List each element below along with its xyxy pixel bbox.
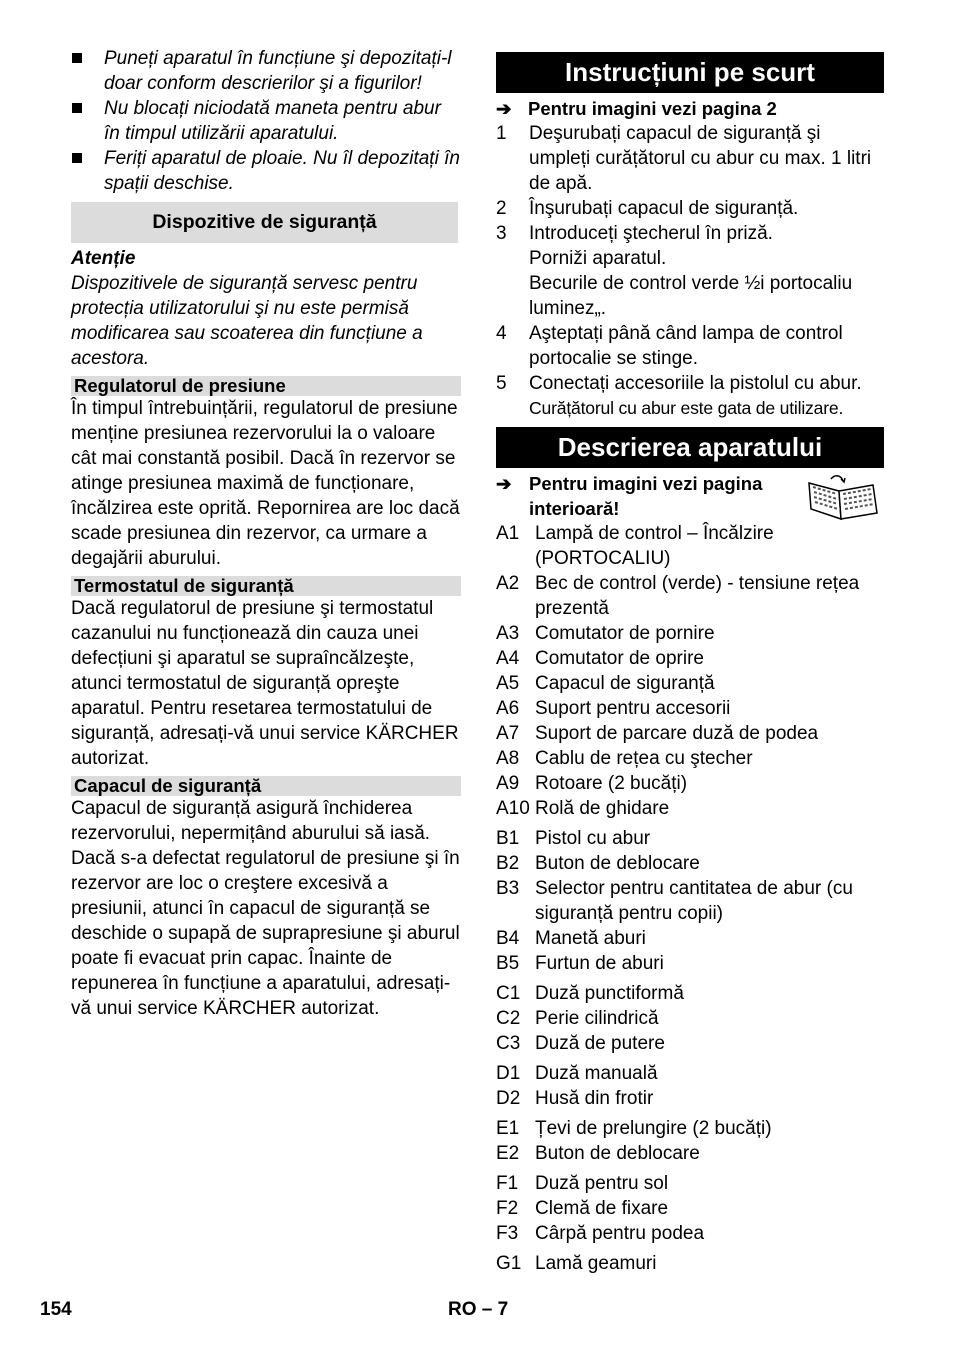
part-item [496,721,884,746]
part-code: A1 [496,523,520,544]
part-text: Husă din frotir [535,1088,654,1109]
step-number: 1 [496,123,507,144]
part-item [496,1006,884,1031]
part-text: Manetă aburi [535,928,646,949]
part-code: B1 [496,828,520,849]
part-item [496,796,884,821]
step-number: 5 [496,373,507,394]
bullet-text: Puneți aparatul în funcțiune şi depozitați-l doar conform descrierilor şi a figurilor! [104,48,452,94]
part-code: A7 [496,723,520,744]
part-text: Lamă geamuri [535,1253,657,1274]
part-text: Rolă de ghidare [535,798,670,819]
parts-group-c [496,981,884,1056]
part-item [496,1141,884,1166]
quick-note-text: Pentru imagini vezi pagina 2 [528,98,777,119]
parts-group-b [496,826,884,976]
square-bullet-icon [72,153,82,163]
part-code: F3 [496,1223,519,1244]
step-item [496,371,884,421]
safety-cap-text: Capacul de siguranță asigură închiderea rezervorului, nepermițând aburului să iasă. Dacă s-a defectat regulatorul de presiune şi în rezervor are loc o creştere excesivă a presiunii, atunci în capacul de siguranță se deschide o supapă de suprapresiune şi aburul poate fi evacuat prin capac. Înainte de repunerea în funcțiune a aparatului, adresați-vă unui service KÄRCHER autorizat. [71,798,460,1019]
part-code: A9 [496,773,520,794]
part-text: Comutator de oprire [535,648,704,669]
part-item [496,1221,884,1246]
part-code: C3 [496,1033,521,1054]
part-item [496,951,884,976]
part-text: Țevi de prelungire (2 bucăți) [535,1118,772,1139]
parts-group-g [496,1251,884,1276]
part-code: F2 [496,1198,519,1219]
part-text: Selector pentru cantitatea de abur (cu siguranță pentru copii) [535,878,853,924]
part-code: D1 [496,1063,521,1084]
part-item [496,521,884,571]
part-item [496,876,884,926]
part-item [496,1171,884,1196]
quick-instructions-heading: Instrucțiuni pe scurt [496,52,884,93]
step-extra-text: Becurile de control verde ½i portocaliu luminez„. [529,273,853,319]
part-text: Suport de parcare duză de podea [535,723,819,744]
safety-thermostat-heading: Termostatul de siguranță [71,576,461,596]
part-item [496,746,884,771]
pressure-regulator-text: În timpul întrebuințării, regulatorul de presiune menține presiunea rezervorului la o valoare cât mai constantă posibil. Dacă în rezervor se atinge presiunea maximă de funcționare, încălzirea este oprită. Repornirea are loc dacă scade presiunea din rezervor, ca urmare a degajării aburului. [71,398,460,569]
part-item [496,826,884,851]
part-code: A3 [496,623,520,644]
quick-steps-list [496,121,884,421]
part-text: Duză pentru sol [535,1173,669,1194]
step-item [496,221,884,321]
part-item [496,696,884,721]
part-item [496,771,884,796]
pressure-regulator-heading: Regulatorul de presiune [71,376,461,396]
step-text: Introduceți ştecherul în priză. [529,223,773,244]
parts-group-d [496,1061,884,1111]
part-item [496,1031,884,1056]
step-text: Aşteptați până când lampa de control portocalie se stinge. [529,323,843,369]
part-text: Buton de deblocare [535,853,700,874]
bullet-item [71,46,461,96]
part-code: E1 [496,1118,520,1139]
device-description-heading: Descrierea aparatului [496,427,884,468]
part-text: Pistol cu abur [535,828,651,849]
part-item [496,981,884,1006]
part-text: Capacul de siguranță [535,673,715,694]
part-text: Cârpă pentru podea [535,1223,705,1244]
bullet-item [71,146,461,196]
part-text: Duză de putere [535,1033,665,1054]
attention-text: Dispozitivele de siguranță servesc pentru protecția utilizatorului şi nu este permisă modificarea sau scoaterea din funcțiune a acestora. [71,273,423,369]
part-text: Cablu de rețea cu ştecher [535,748,753,769]
part-code: C2 [496,1008,521,1029]
step-number: 4 [496,323,507,344]
part-item [496,621,884,646]
step-extra-text: Curățătorul cu abur este gata de utilizare. [529,398,844,418]
safety-cap-heading: Capacul de siguranță [71,776,461,796]
part-text: Comutator de pornire [535,623,715,644]
device-parts-list [496,521,884,1276]
step-extra-text: Porniži aparatul. [529,248,667,269]
warning-bullets [71,46,461,196]
bullet-text: Nu blocați niciodată maneta pentru abur în timpul utilizării aparatului. [104,98,441,144]
page-number: 154 [40,1299,72,1320]
step-text: Deşurubați capacul de siguranță şi umpleți curățătorul cu abur cu max. 1 litri de apă. [529,123,872,194]
part-code: A8 [496,748,520,769]
section-page-label: RO – 7 [448,1299,509,1320]
part-code: A5 [496,673,520,694]
quick-note [496,96,777,121]
part-code: B2 [496,853,520,874]
step-body [529,371,884,421]
bullet-text: Feriți aparatul de ploaie. Nu îl depozitați în spații deschise. [104,148,460,194]
open-book-icon [801,473,883,523]
bullet-item [71,96,461,146]
part-code: A6 [496,698,520,719]
part-text: Duză manuală [535,1063,658,1084]
part-item [496,926,884,951]
square-bullet-icon [72,53,82,63]
arrow-right-icon: ➔ [496,473,512,494]
step-number: 2 [496,198,507,219]
step-number: 3 [496,223,507,244]
parts-group-f [496,1171,884,1246]
part-code: A10 [496,798,530,819]
part-item [496,1086,884,1111]
step-item [496,121,884,196]
step-item [496,196,884,221]
part-text: Suport pentru accesorii [535,698,731,719]
part-text: Duză punctiformă [535,983,684,1004]
part-text: Lampă de control – Încălzire (PORTOCALIU) [535,523,774,569]
step-item [496,321,884,371]
parts-group-a [496,521,884,821]
part-item [496,571,884,621]
part-item [496,646,884,671]
attention-title: Atenție [71,248,136,269]
part-item [496,1116,884,1141]
part-code: C1 [496,983,521,1004]
part-text: Perie cilindrică [535,1008,659,1029]
part-code: B3 [496,878,520,899]
part-code: D2 [496,1088,521,1109]
part-text: Furtun de aburi [535,953,664,974]
part-text: Rotoare (2 bucăți) [535,773,688,794]
part-item [496,1251,884,1276]
part-code: B5 [496,953,520,974]
part-code: F1 [496,1173,519,1194]
part-item [496,851,884,876]
parts-group-e [496,1116,884,1166]
part-item [496,671,884,696]
part-code: A4 [496,648,520,669]
safety-devices-heading: Dispozitive de siguranță [71,202,458,243]
part-item [496,1061,884,1086]
arrow-right-icon: ➔ [496,98,512,119]
part-code: B4 [496,928,520,949]
step-text: Înşurubați capacul de siguranță. [529,198,799,219]
part-text: Bec de control (verde) - tensiune rețea prezentă [535,573,860,619]
part-code: G1 [496,1253,522,1274]
part-text: Clemă de fixare [535,1198,669,1219]
part-text: Buton de deblocare [535,1143,700,1164]
description-note-text: Pentru imagini vezi pagina interioară! [529,473,763,519]
part-item [496,1196,884,1221]
safety-thermostat-text: Dacă regulatorul de presiune şi termostatul cazanului nu funcționează din cauza unei defecțiuni şi aparatul se supraîncălzeşte, atunci termostatul de siguranță opreşte aparatul. Pentru resetarea termostatului de siguranță, adresați-vă unui service KÄRCHER autorizat. [71,598,459,769]
step-body [529,221,884,321]
part-code: E2 [496,1143,520,1164]
square-bullet-icon [72,103,82,113]
part-code: A2 [496,573,520,594]
step-text: Conectați accesoriile la pistolul cu abur. [529,373,862,394]
